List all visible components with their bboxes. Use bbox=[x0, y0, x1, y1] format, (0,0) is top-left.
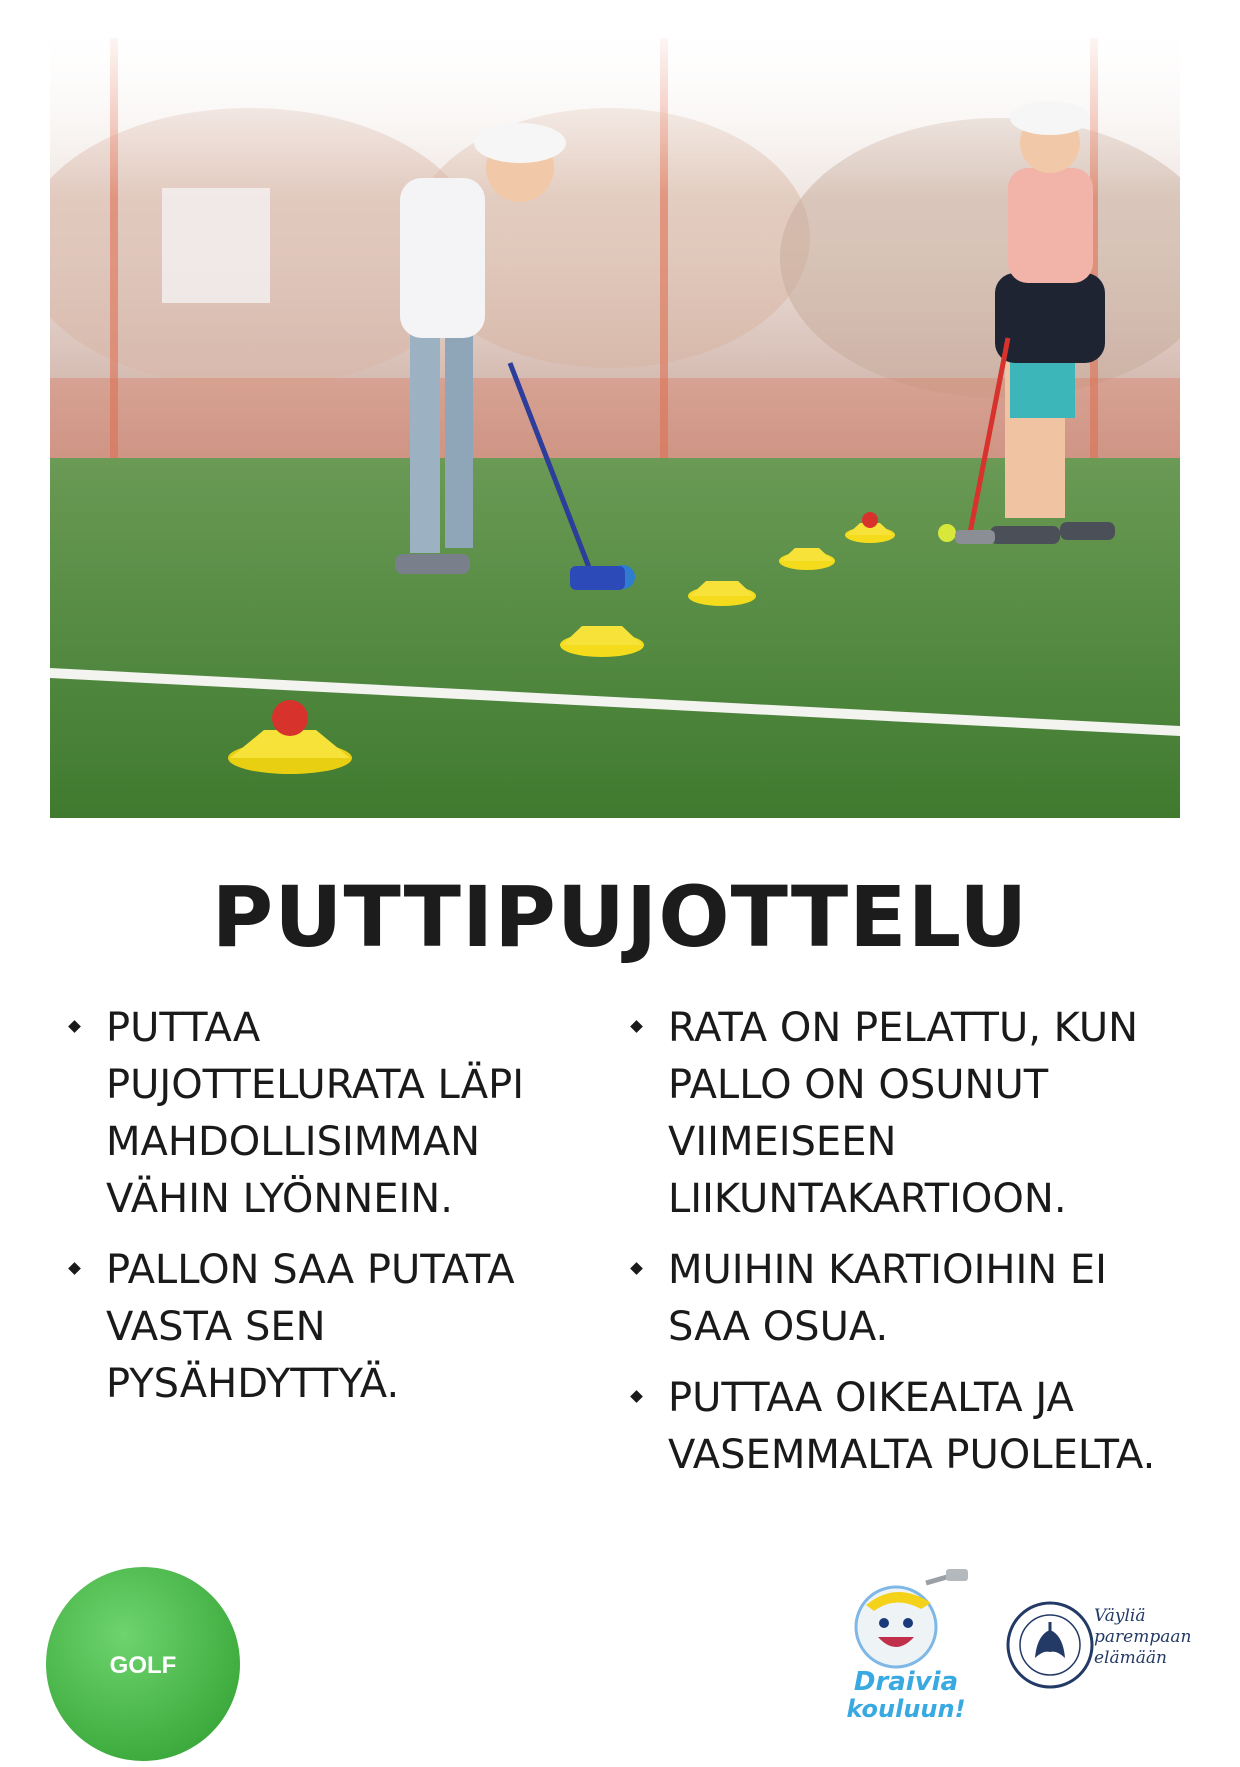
rule-text: PUTTAA PUJOTTELURATA LÄPI MAHDOLLISIMMAN VÄHIN LYÖNNEIN. bbox=[106, 1005, 525, 1222]
rule-item bbox=[66, 1242, 586, 1413]
hero-photo bbox=[50, 18, 1180, 818]
draivia-word: Draivia bbox=[853, 1667, 959, 1697]
rule-item bbox=[628, 1242, 1188, 1356]
rule-text: MUIHIN KARTIOIHIN EI SAA OSUA. bbox=[668, 1247, 1107, 1350]
diamond-bullet-icon bbox=[68, 1262, 81, 1275]
rule-text: RATA ON PELATTU, KUN PALLO ON OSUNUT VIIMEISEEN LIIKUNTAKARTIOON. bbox=[668, 1005, 1139, 1222]
rule-text: PALLON SAA PUTATA VASTA SEN PYSÄHDYTTYÄ. bbox=[106, 1247, 515, 1407]
right-rules-column bbox=[628, 1000, 1188, 1498]
draivia-kouluun-logo bbox=[826, 1565, 986, 1725]
slogan-line: parempaan bbox=[1094, 1627, 1192, 1647]
golfliitto-seal bbox=[1005, 1600, 1095, 1690]
left-rules-column bbox=[66, 1000, 586, 1427]
rule-item bbox=[66, 1000, 586, 1228]
rule-text: PUTTAA OIKEALTA JA VASEMMALTA PUOLELTA. bbox=[668, 1375, 1156, 1478]
diamond-bullet-icon bbox=[68, 1020, 81, 1033]
golf-ball-badge bbox=[44, 1565, 242, 1763]
rule-item bbox=[628, 1370, 1188, 1484]
diamond-bullet-icon bbox=[630, 1020, 643, 1033]
golf-ball-icon bbox=[44, 1565, 242, 1763]
slogan-line: elämään bbox=[1094, 1648, 1167, 1668]
slogan-line: Väyliä bbox=[1094, 1606, 1146, 1626]
diamond-bullet-icon bbox=[630, 1390, 643, 1403]
page-title: PUTTIPUJOTTELU bbox=[211, 868, 1029, 966]
rule-item bbox=[628, 1000, 1188, 1228]
slogan bbox=[1094, 1606, 1214, 1669]
putting-scene-illustration bbox=[50, 18, 1180, 818]
diamond-bullet-icon bbox=[630, 1262, 643, 1275]
kouluun-word: kouluun! bbox=[846, 1695, 966, 1723]
badge-label: GOLF bbox=[109, 1652, 177, 1679]
draivia-mascot-icon bbox=[826, 1565, 986, 1725]
golfliitto-seal-icon bbox=[1005, 1600, 1095, 1690]
